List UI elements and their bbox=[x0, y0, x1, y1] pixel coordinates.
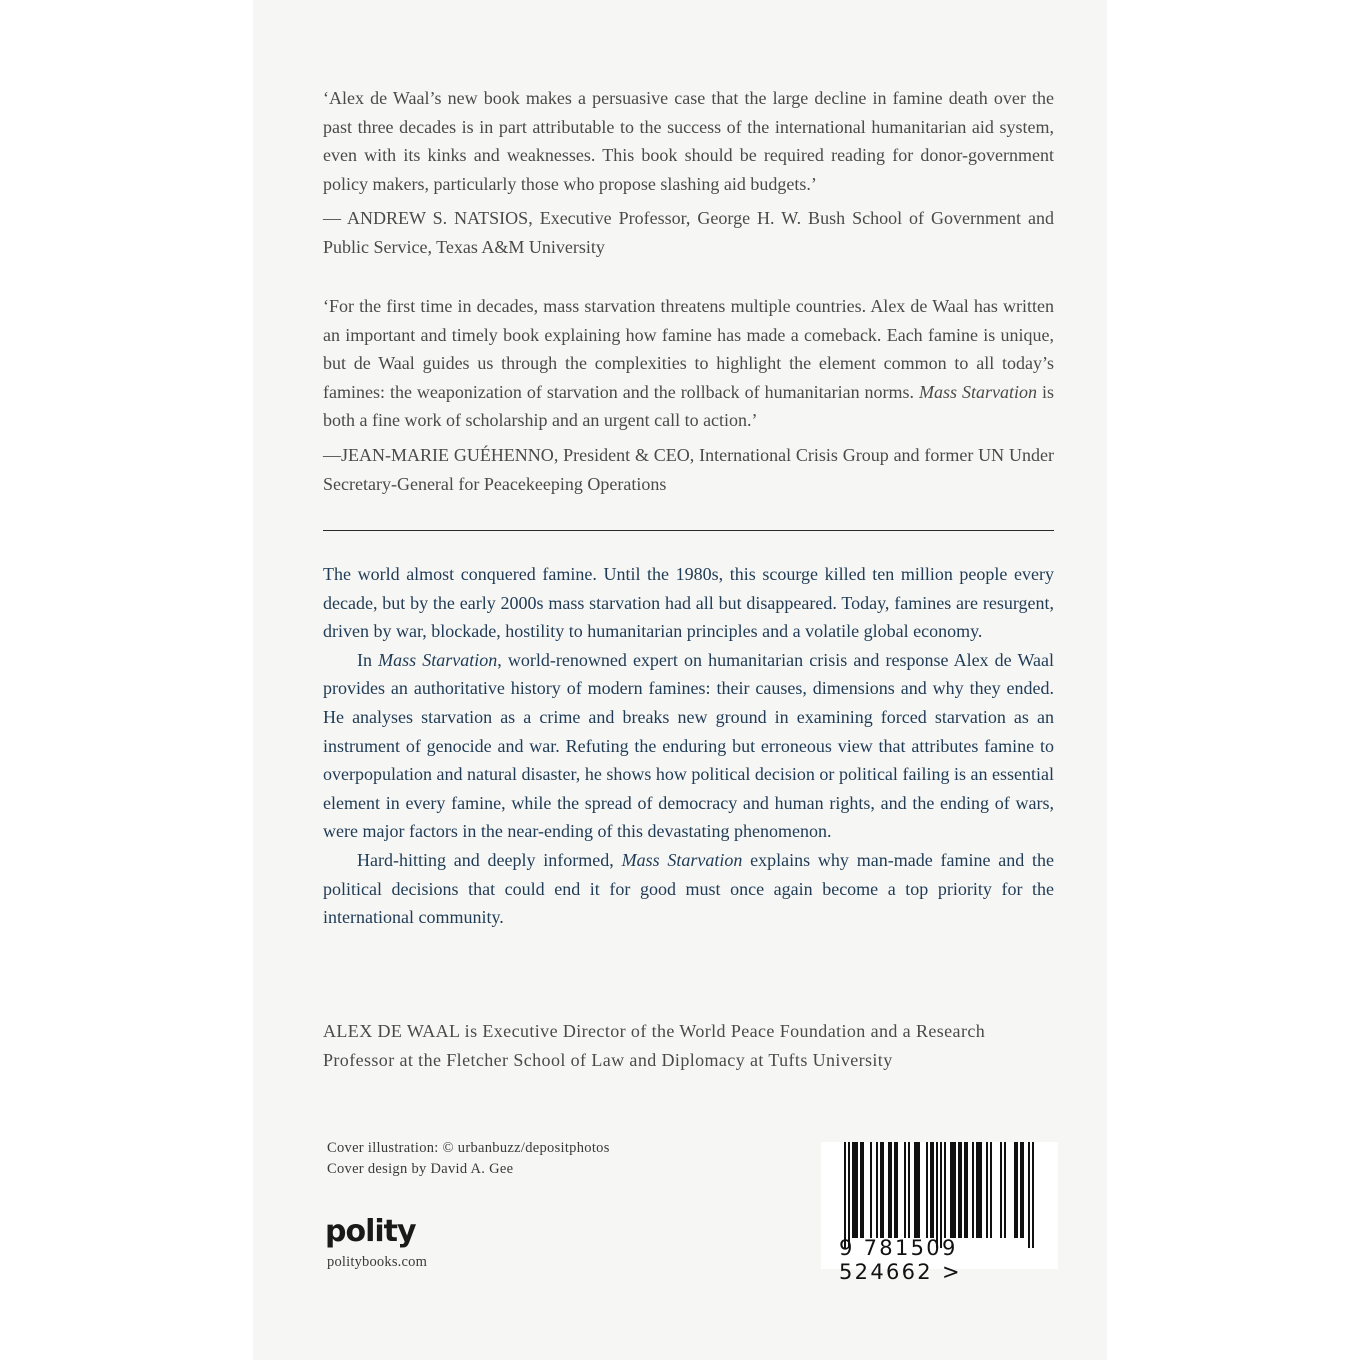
barcode-bar bbox=[1028, 1142, 1030, 1248]
barcode-bar bbox=[854, 1142, 856, 1238]
attribution-dash: — bbox=[323, 208, 348, 229]
barcode-bar bbox=[870, 1142, 872, 1238]
barcode-bar bbox=[856, 1142, 858, 1238]
barcode-bar bbox=[1000, 1142, 1002, 1238]
attribution-detail: , President & CEO, International Crisis Group and former UN Under Secretary-General for Peacekeeping Operations bbox=[323, 444, 1054, 494]
barcode-bar bbox=[944, 1142, 946, 1238]
quote-text bbox=[323, 292, 1054, 435]
barcode-bar bbox=[1022, 1142, 1024, 1238]
barcode-bar bbox=[880, 1142, 882, 1238]
barcode-bar bbox=[940, 1142, 942, 1248]
barcode-digits: 9 781509 524662 > bbox=[839, 1236, 962, 1284]
quote-attribution bbox=[323, 204, 1054, 261]
barcode-bar bbox=[954, 1142, 956, 1238]
barcode-bar bbox=[966, 1142, 968, 1238]
barcode-bar bbox=[904, 1142, 906, 1238]
book-title: Mass Starvation bbox=[621, 849, 743, 870]
barcode-bar bbox=[1004, 1142, 1006, 1238]
barcode-bar bbox=[914, 1142, 916, 1238]
barcode-bar bbox=[882, 1142, 884, 1238]
cover-credits bbox=[327, 1138, 610, 1180]
barcode-bar bbox=[964, 1142, 966, 1238]
barcode-bar bbox=[978, 1142, 980, 1238]
publisher-website: politybooks.com bbox=[327, 1254, 428, 1270]
book-title: Mass Starvation bbox=[378, 649, 498, 670]
barcode-bar bbox=[1020, 1142, 1022, 1238]
barcode-bar bbox=[896, 1142, 898, 1238]
barcode-bar bbox=[952, 1142, 954, 1238]
barcode-bar bbox=[986, 1142, 988, 1238]
quote-text: ‘Alex de Waal’s new book makes a persuasive case that the large decline in famine death over the past three decades is in part attributable to the success of the international humanitarian aid system, even with its kinks and weaknesses. This book should be required reading for donor-government policy makers, particularly those who propose slashing aid budgets.’ bbox=[323, 88, 1054, 194]
barcode-bar bbox=[894, 1142, 896, 1238]
description-paragraph-2 bbox=[323, 646, 1054, 846]
illustration-credit: Cover illustration: © urbanbuzz/depositphotos bbox=[327, 1140, 610, 1156]
barcode-bar bbox=[862, 1142, 864, 1238]
attribution-name: ANDREW S. NATSIOS bbox=[347, 208, 529, 229]
barcode-bar bbox=[876, 1142, 878, 1238]
quote-text-part: is both a fine work of scholarship and an urgent call to action.’ bbox=[323, 381, 1054, 431]
barcode-bar bbox=[980, 1142, 982, 1238]
barcode-bar bbox=[1032, 1142, 1034, 1248]
attribution-detail: , Executive Professor, George H. W. Bush School of Government and Public Service, Texas A&M University bbox=[323, 208, 1055, 257]
attribution-name: JEAN-MARIE GUÉHENNO bbox=[341, 444, 554, 465]
description-paragraph-1: The world almost conquered famine. Until the 1980s, this scourge killed ten million people every decade, but by the early 2000s mass starvation had all but disappeared. Today, famines are resurgent, driven by war, blockade, hostility to humanitarian principles and a volatile global economy. bbox=[323, 564, 1054, 642]
description-paragraph-3 bbox=[323, 846, 1054, 932]
barcode-bar bbox=[1014, 1142, 1016, 1238]
text-span: explains why man-made famine and the political decisions that could end it for good must once again become a top priority for the international community. bbox=[323, 849, 1054, 928]
barcode-bar bbox=[926, 1142, 928, 1238]
author-bio-text: is Executive Director of the World Peace Foundation and a Research Professor at the Fletcher School of Law and Diplomacy at Tufts University bbox=[323, 1021, 986, 1070]
design-credit: Cover design by David A. Gee bbox=[327, 1161, 514, 1177]
barcode-bar bbox=[930, 1142, 932, 1238]
text-span: , world-renowned expert on humanitarian crisis and response Alex de Waal provides an authoritative history of modern famines: their causes, dimensions and why they ended. He analyses starvation as a crime and breaks new ground in examining forced starvation as an instrument of genocide and war. Refuting the enduring but erroneous view that attributes famine to overpopulation and natural disaster, he shows how political decision or political failing is an essential element in every famine, while the spread of democracy and human rights, and the ending of wars, were major factors in the near-ending of this devastating phenomenon. bbox=[323, 649, 1054, 842]
quote-text-part: ‘For the first time in decades, mass starvation threatens multiple countries. Alex de Waal has written an important and timely book explaining how famine has made a comeback. Each famine is unique, but de Waal guides us through the complexities to highlight the element common to all today’s famines: the weaponization of starvation and the rollback of humanitarian norms. bbox=[323, 296, 1054, 402]
barcode-bar bbox=[844, 1142, 846, 1248]
divider-rule bbox=[323, 530, 1054, 531]
barcode-bar bbox=[960, 1142, 962, 1238]
isbn-barcode bbox=[821, 1142, 1058, 1284]
endorsement-quote-1 bbox=[323, 84, 1054, 262]
barcode-bar bbox=[918, 1142, 920, 1238]
attribution-dash: — bbox=[323, 444, 341, 465]
barcode-bar bbox=[972, 1142, 974, 1238]
book-description bbox=[323, 560, 1054, 932]
author-name: ALEX DE WAAL bbox=[323, 1021, 460, 1041]
barcode-bar bbox=[916, 1142, 918, 1238]
endorsement-quote-2 bbox=[323, 292, 1054, 498]
barcode-bar bbox=[888, 1142, 890, 1238]
barcode-bar bbox=[848, 1142, 850, 1248]
text-span: Hard-hitting and deeply informed, bbox=[357, 849, 622, 870]
barcode-bar bbox=[990, 1142, 992, 1238]
barcode-bar bbox=[852, 1142, 854, 1238]
barcode-bar bbox=[936, 1142, 938, 1248]
book-title: Mass Starvation bbox=[919, 381, 1037, 402]
quote-attribution bbox=[323, 441, 1054, 498]
text-span: In bbox=[357, 649, 379, 670]
barcode-bar bbox=[958, 1142, 960, 1238]
barcode-bar bbox=[908, 1142, 910, 1238]
barcode-bar bbox=[860, 1142, 862, 1238]
author-bio bbox=[323, 1017, 1054, 1074]
barcode-bar bbox=[1016, 1142, 1018, 1238]
barcode-bar bbox=[890, 1142, 892, 1238]
barcode-bar bbox=[932, 1142, 934, 1238]
barcode-bar bbox=[950, 1142, 952, 1238]
publisher-logo: polity bbox=[325, 1214, 416, 1249]
barcode-bar bbox=[976, 1142, 978, 1238]
